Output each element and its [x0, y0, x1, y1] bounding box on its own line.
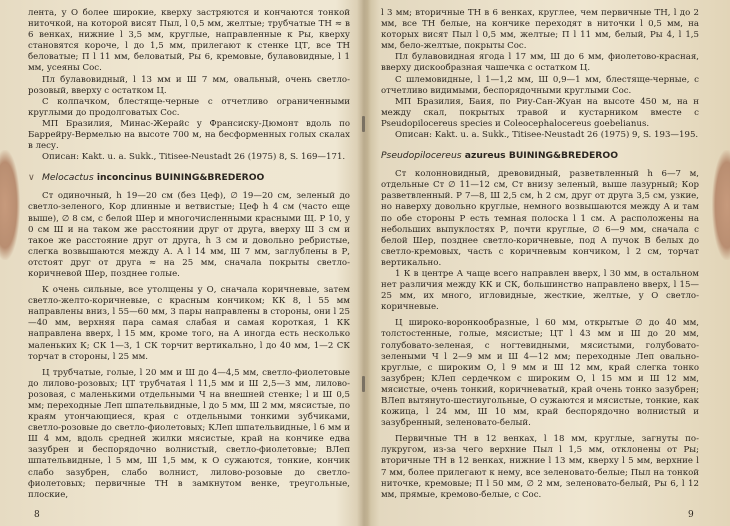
left-paragraph: Ц трубчатые, голые, l 20 мм и Ш до 4—4,5 мм, светло-фиолетовые до лилово-розовых; ЦТ трубчатая l 11,5 мм и Ш 2,5—3 мм, лилово-розовая, с маленькими отдельными Ч на внешней стенке; l и Ш 0,5 мм; переходные Леп шпательвидные, l до 5 мм, Ш 2 мм, мясистые, по краям утончающиеся, края с отдельными тонкими зубчиками, светло-розовые до светло-фиолетовых; КЛеп шпательвидные, l 6 мм и Ш 4 мм, вдоль средней жилки мясистые, край на кончике едва зазубрен и беспорядочно волнистый, светло-фиолетовые; ВЛеп шпательвидные, l 5 мм, Ш 1,5 мм, к О сужаются, тонкие, кончик слабо зазубрен, слабо волнист, лилово-розовые до светло-фиолетовых; первичные ТН в замкнутом венке, треугольные, плоские, [28, 367, 350, 500]
right-page [381, 8, 699, 520]
left-paragraph: Ст одиночный, h 19—20 см (без Цеф), ∅ 19—20 см, зеленый до светло-зеленого, Кор длинные и ветвистые; Цеф h 4 см (часто еще выше), ∅ 8 см, с белой Шер и многочисленными красными Щ. Р 10, у 0 см Ш и на таком же расстоянии друг от друга, вверху Ш 3 см и такое же расстояние друг от друга, h 3 см и довольно ребристые, слегка возвышаются между А. А l 14 мм, Ш 7 мм, заглублены в Р, отстоят друг от друга ≈ на 25 мм, сначала покрыты светло-коричневой Шер, позднее голые. [28, 191, 350, 279]
book-fold [357, 0, 371, 526]
staple-bottom [362, 376, 365, 392]
species-name: inconcinus BUINING&BREDEROO [96, 172, 265, 184]
right-paragraph: МП Бразилия, Баия, по Риу-Сан-Жуан на высоте 450 м, на н между скал, покрытых травой и кустарником вместе с Pseudopilocereus species и Coleocephalocereus goebelianus. [381, 96, 699, 129]
right-paragraph: Ц широко-воронкообразные, l 60 мм, открытые ∅ до 40 мм, толстостенные, голые, мясистые; ЦТ l 43 мм и Ш до 20 мм, голубовато-зеленая, с ногтевидными, мясистыми, голубовато-зелеными Ч l 2—9 мм и Ш 4—12 мм; переходные Леп овально-круглые, с широким О, l 9 мм и Ш 12 мм, край слегка тонко зазубрен; КЛеп сердечком с широким О, l 15 мм и Ш 12 мм, мясистые, очень тонкий, коричневатый, край очень тонко зазубрен; ВЛеп вытянуто-шестиугольные, О сужаются и мясистые, тонкие, как кожица, l 24 мм, Ш 10 мм, край беспорядочно волнистый и зазубренный, зеленовато-белый. [381, 318, 699, 429]
right-paragraph: С шлемовидные, l 1—1,2 мм, Ш 0,9—1 мм, блестяще-черные, с отчетливо видимыми, беспорядочными круглыми Сос. [381, 74, 699, 96]
right-paragraph: l 3 мм; вторичные ТН в 6 венках, круглее, чем первичные ТН, l до 2 мм, все ТН белые, на кончике переходят в ниточки l 0,5 мм, на которых висят Пыл l 0,5 мм, желтые; П l 11 мм, белый, Ры 4, l 1,5 мм, бело-желтые, покрыты Сос. [381, 8, 699, 52]
thumb-right [712, 150, 730, 260]
right-paragraph: Описан: Kakt. u. a. Sukk., Titisee-Neustadt 26 (1975) 9, S. 193—195. [395, 130, 699, 141]
species-name: azureus BUINING&BREDEROO [464, 150, 619, 162]
left-paragraph: МП Бразилия, Минас-Жерайс у Франсиску-Дюмонт вдоль по Баррейру-Вермелью на высоте 700 м, на беcформенных голых скалах в лесу. [28, 118, 350, 152]
left-paragraph: Описан: Kakt. u. a. Sukk., Titisee-Neustadt 26 (1975) 8, S. 169—171. [42, 152, 346, 163]
left-page [28, 8, 350, 520]
left-paragraph: К очень сильные, все утолщены у О, сначала коричневые, затем светло-желто-коричневые, с красным кончиком; КК 8, l 55 мм направлены вниз, l 55—60 мм, 3 пары направлены в стороны, они l 25—40 мм, верхняя пара самая слабая и самая короткая, 1 КК направлена вверх, l 15 мм, кроме того, на А иногда есть несколько маленьких К; СК 1—3, 1 СК торчит вертикально, l до 40 мм, 1—2 СК торчат в стороны, l 25 мм. [28, 285, 350, 362]
species-heading-left [28, 172, 350, 184]
species-genus: Pseudopilocereus [381, 150, 462, 162]
page-number-right: 9 [688, 510, 694, 520]
left-paragraph: Пл булавовидный, l 13 мм и Ш 7 мм, овальный, очень светло-розовый, вверху с остатком Ц. [28, 74, 350, 96]
species-genus: Melocactus [41, 172, 94, 184]
right-paragraph: 1 К в центре А чаще всего направлен вверх, l 30 мм, в остальном нет различия между КК и СК, большинство направлено вверх, l 15—25 мм, их много, игловидные, жесткие, желтые, у О светло-коричневые. [381, 268, 699, 313]
left-paragraph: С колпачком, блестяще-черные с отчетливо ограниченными круглыми до продолговатых Сос. [28, 96, 350, 118]
species-heading-right [381, 150, 699, 162]
right-paragraph: Ст колонновидный, древовидный, разветвленный h 6—7 м, отдельные Ст ∅ 11—12 см, Ст внизу зеленый, выше лазурный; Кор разветвленный. Р 7—8, Ш 2,5 см, h 2 см, друг от друга 3,5 см, узкие, но наверху довольно круглые, немного возвышаются между А и там по обе стороны Р есть темная полоска l 1 см. А расположены на небольших выпуклостях Р, почти круглые, ∅ 6—9 мм, сначала с белой Шер, позднее светло-коричневые, под А пучок В белых до светло-кремовых, часть с коричневым кончиком, l 2 см, торчат вертикально. [381, 169, 699, 268]
thumb-left [0, 150, 20, 260]
staple-top [362, 116, 365, 132]
check-mark: ∨ [28, 172, 35, 184]
right-paragraph: Первичные ТН в 12 венках, l 18 мм, круглые, загнуты по-лукругом, из-за чего верхние Пыл l 1,5 мм, отклонены от Ры; вторичные ТН в 12 венках, нижние l 13 мм, кверху l 5 мм, верхние l 7 мм, более прилегают к нему, все зеленовато-белые; Пыл на тонкой ниточке, кремовые; П l 50 мм, ∅ 2 мм, зеленовато-белый, Ры 6, l 12 мм, прямые, кремово-белые, с Сос. [381, 434, 699, 500]
left-paragraph: лента, у О более широкие, кверху застряются и кончаются тонкой ниточкой, на которой висят Пыл, l 0,5 мм, желтые; трубчатые ТН ≈ в 6 венках, нижние l 3,5 мм, круглые, направленные к Ры, кверху становятся короче, l до 1,5 мм, прилегают к стенке ЦТ, все ТН беловатые; П l 11 мм, беловатый, Ры 6, кремовые, булавовидные, l 1 мм, усеяны Сос. [28, 8, 350, 74]
right-paragraph: Пл булавовидная ягода l 17 мм, Ш до 6 мм, фиолетово-красная, вверху дискообразная чашечка с остатком Ц. [381, 52, 699, 74]
page-number-left: 8 [34, 510, 40, 520]
